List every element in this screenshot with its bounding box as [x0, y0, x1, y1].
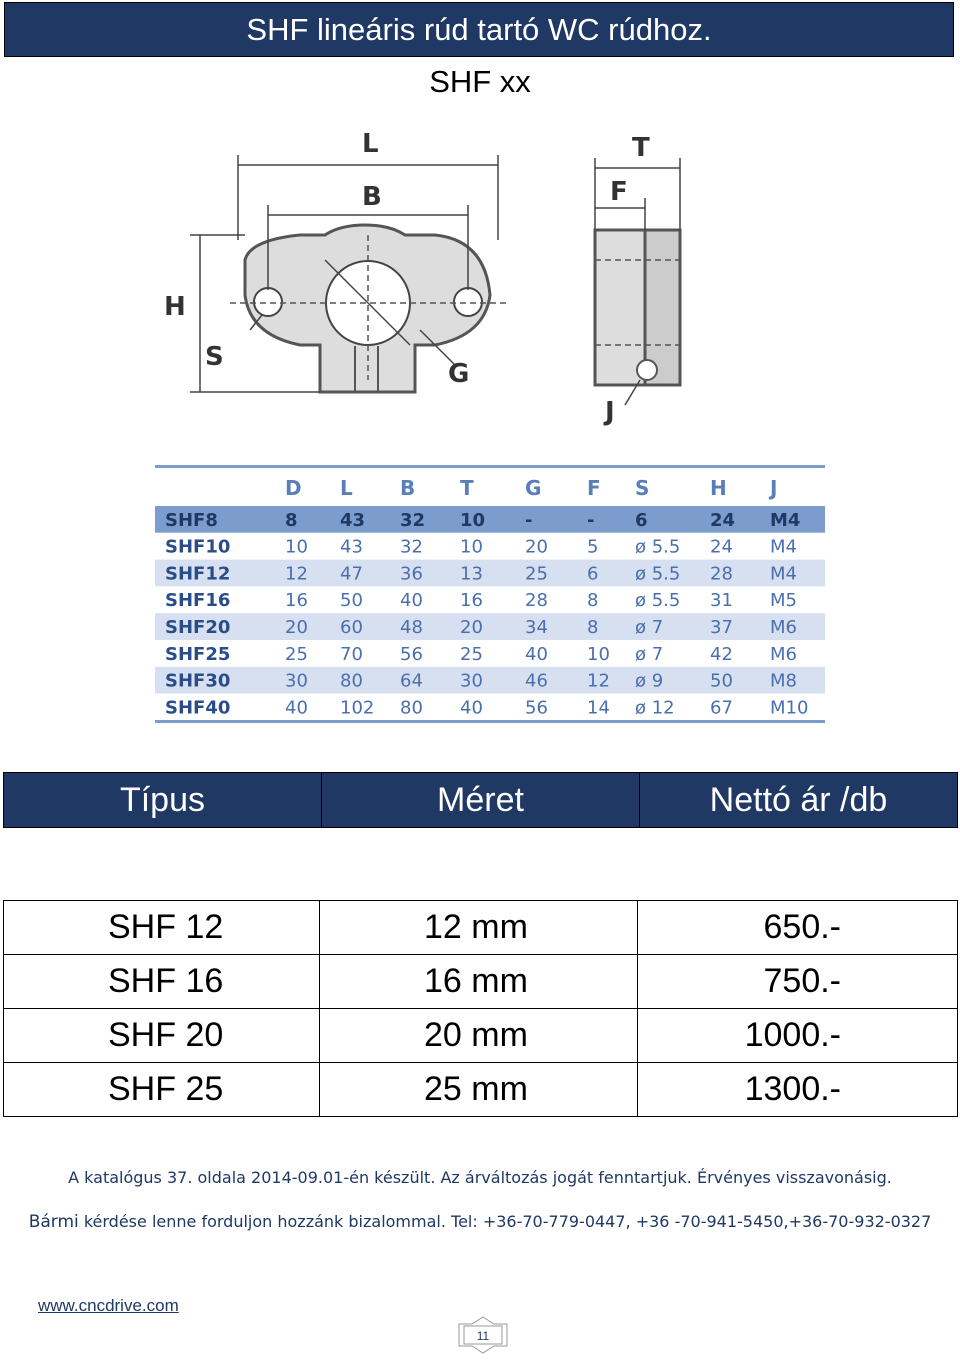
dim-label-g: G — [448, 359, 470, 389]
spec-header-b: B — [400, 476, 416, 500]
spec-cell: 32 — [400, 509, 426, 531]
cell-price: 1000.- — [638, 1009, 958, 1063]
dim-label-t: T — [632, 133, 650, 163]
spec-cell: 24 — [710, 536, 733, 558]
cell-price: 750.- — [638, 955, 958, 1009]
spec-cell: 8 — [285, 509, 298, 531]
spec-cell: 40 — [525, 643, 548, 665]
table-row — [4, 1009, 958, 1063]
spec-cell: 31 — [710, 590, 733, 612]
spec-cell: 102 — [340, 697, 375, 719]
technical-drawing — [150, 120, 720, 430]
spec-cell: 12 — [587, 670, 610, 692]
spec-header-j: J — [770, 476, 778, 500]
spec-cell: ø 7 — [635, 643, 664, 665]
dim-label-l: L — [362, 129, 379, 159]
spec-header-t: T — [460, 476, 474, 500]
spec-row-type: SHF12 — [165, 563, 231, 585]
spec-cell: 10 — [587, 643, 610, 665]
spec-cell: M4 — [770, 563, 797, 585]
cell-price: 650.- — [638, 901, 958, 955]
cell-type: SHF 16 — [4, 955, 320, 1009]
header-price: Nettó ár /db — [709, 780, 888, 819]
page-number-badge — [458, 1316, 508, 1354]
spec-cell: 43 — [340, 509, 366, 531]
spec-cell: 56 — [400, 643, 423, 665]
spec-row-type: SHF10 — [165, 536, 231, 558]
spec-cell: M6 — [770, 643, 797, 665]
table-row — [4, 1063, 958, 1117]
spec-cell: 30 — [285, 670, 308, 692]
table-row — [4, 901, 958, 955]
spec-cell: 16 — [460, 590, 483, 612]
spec-cell: M4 — [770, 536, 797, 558]
spec-cell: ø 9 — [635, 670, 664, 692]
spec-cell: 25 — [525, 563, 548, 585]
spec-cell: 20 — [460, 617, 483, 638]
website-link[interactable]: www.cncdrive.com — [38, 1296, 179, 1315]
spec-cell: 12 — [285, 563, 308, 585]
dim-label-s: S — [205, 342, 224, 372]
spec-header-g: G — [525, 476, 542, 500]
spec-cell: 10 — [460, 509, 486, 531]
spec-cell: 8 — [587, 590, 599, 612]
header-size: Méret — [322, 773, 640, 827]
cell-size: 16 mm — [320, 955, 638, 1009]
spec-row-type: SHF20 — [165, 617, 231, 638]
spec-cell: 20 — [525, 536, 548, 558]
spec-cell: 47 — [340, 563, 363, 585]
spec-cell: 70 — [340, 643, 363, 665]
spec-cell: ø 5.5 — [635, 536, 681, 558]
spec-cell: 40 — [460, 697, 483, 719]
spec-cell: 28 — [525, 590, 548, 612]
spec-cell: 32 — [400, 536, 423, 558]
cell-type: SHF 25 — [4, 1063, 320, 1117]
page-title-bar — [4, 2, 954, 57]
dim-label-f: F — [610, 177, 628, 207]
spec-row-type: SHF16 — [165, 590, 231, 612]
dim-label-b: B — [362, 182, 382, 212]
spec-cell: M4 — [770, 509, 801, 531]
spec-cell: - — [587, 509, 595, 531]
cell-type: SHF 12 — [4, 901, 320, 955]
spec-cell: ø 5.5 — [635, 590, 681, 612]
spec-cell: 25 — [460, 643, 483, 665]
spec-header-l: L — [340, 476, 353, 500]
dim-label-h: H — [164, 292, 186, 322]
contact-note — [0, 1212, 960, 1232]
spec-cell: 60 — [340, 617, 363, 638]
catalog-note: A katalógus 37. oldala 2014-09.01-én készült. Az árváltozás jogát fenntartjuk. Érvényes visszavonásig. — [68, 1168, 892, 1187]
spec-cell: 6 — [587, 563, 599, 585]
spec-cell: 25 — [285, 643, 308, 665]
spec-table — [155, 465, 825, 723]
spec-row-type: SHF30 — [165, 670, 231, 692]
spec-cell: 50 — [710, 670, 733, 692]
page-number: 11 — [476, 1329, 490, 1343]
spec-cell: ø 5.5 — [635, 563, 681, 585]
header-type: Típus — [4, 773, 322, 827]
spec-cell: 36 — [400, 563, 423, 585]
spec-cell: 30 — [460, 670, 483, 692]
spec-cell: 28 — [710, 563, 733, 585]
price-table-header — [3, 772, 958, 828]
spec-cell: 16 — [285, 590, 308, 612]
spec-cell: 48 — [400, 617, 423, 638]
spec-cell: M8 — [770, 670, 797, 692]
cell-size: 12 mm — [320, 901, 638, 955]
spec-cell: 10 — [285, 536, 308, 558]
spec-cell: 67 — [710, 697, 733, 719]
price-table — [3, 900, 958, 1117]
spec-cell: 34 — [525, 617, 548, 638]
spec-cell: 40 — [285, 697, 308, 719]
page-subtitle: SHF xx — [429, 64, 531, 99]
table-row — [4, 955, 958, 1009]
spec-header-s: S — [635, 476, 650, 500]
spec-row-type: SHF25 — [165, 643, 231, 665]
spec-cell: 43 — [340, 536, 363, 558]
spec-cell: M5 — [770, 590, 797, 612]
spec-cell: 6 — [635, 509, 648, 531]
spec-cell: 13 — [460, 563, 483, 585]
dim-label-j: J — [605, 397, 615, 427]
cell-size: 25 mm — [320, 1063, 638, 1117]
spec-header-f: F — [587, 476, 601, 500]
spec-cell: 40 — [400, 590, 423, 612]
spec-cell: 56 — [525, 697, 548, 719]
spec-row-type: SHF40 — [165, 697, 231, 719]
spec-cell: 64 — [400, 670, 423, 692]
spec-cell: M6 — [770, 617, 797, 638]
cell-price: 1300.- — [638, 1063, 958, 1117]
contact-note-first: Bármi — [28, 1212, 79, 1232]
spec-header-d: D — [285, 476, 302, 500]
spec-cell: 24 — [710, 509, 736, 531]
spec-cell: 8 — [587, 617, 599, 638]
spec-cell: 80 — [400, 697, 423, 719]
spec-cell: 5 — [587, 536, 599, 558]
spec-cell: 10 — [460, 536, 483, 558]
spec-cell: ø 12 — [635, 697, 675, 719]
contact-note-rest: kérdése lenne forduljon hozzánk bizalommal. Tel: +36-70-779-0447, +36 -70-941-5450,+36-70-932-0327 — [78, 1212, 932, 1231]
cell-size: 20 mm — [320, 1009, 638, 1063]
page-title: SHF lineáris rúd tartó WC rúdhoz. — [246, 11, 712, 47]
spec-cell: ø 7 — [635, 617, 664, 638]
spec-cell: 80 — [340, 670, 363, 692]
spec-cell: 46 — [525, 670, 548, 692]
spec-cell: 42 — [710, 643, 733, 665]
spec-cell: 37 — [710, 617, 733, 638]
spec-cell: - — [525, 509, 533, 531]
spec-cell: 20 — [285, 617, 308, 638]
spec-cell: 50 — [340, 590, 363, 612]
spec-cell: M10 — [770, 697, 809, 719]
spec-row-type: SHF8 — [165, 509, 218, 531]
spec-header-h: H — [710, 476, 727, 500]
spec-cell: 14 — [587, 697, 610, 719]
cell-type: SHF 20 — [4, 1009, 320, 1063]
